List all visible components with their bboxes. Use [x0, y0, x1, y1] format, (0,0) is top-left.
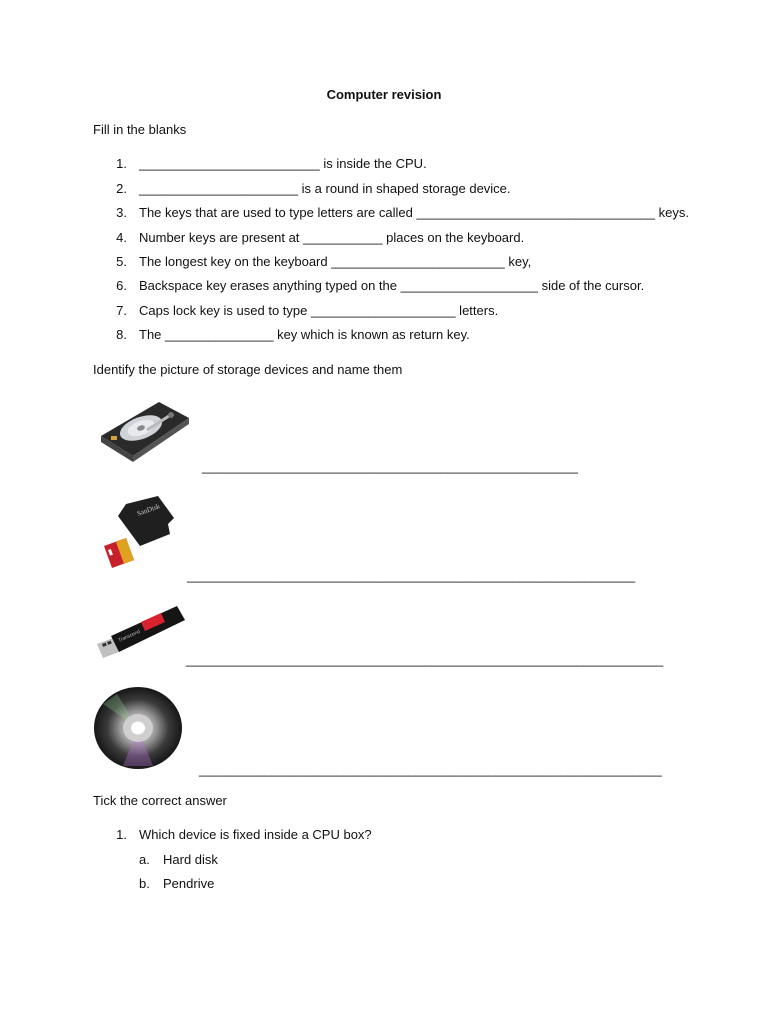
answer-line: ____________________________________________________ [202, 459, 578, 474]
item-text: The keys that are used to type letters are called _________________________________ keys. [139, 205, 690, 220]
item-text: ______________________ is a round in shaped storage device. [139, 181, 511, 196]
svg-text:Transcend: Transcend [117, 628, 142, 644]
question-text: Which device is fixed inside a CPU box? [139, 827, 372, 842]
answer-line: ______________________________________________________________ [187, 568, 636, 583]
item-number: 2. [116, 181, 127, 196]
hard-disk-icon [97, 396, 193, 469]
page-title: Computer revision [326, 87, 442, 102]
item-text: Backspace key erases anything typed on the ___________________ side of the cursor. [139, 278, 645, 293]
item-number: 5. [116, 254, 127, 269]
item-number: 1. [116, 156, 127, 171]
item-number: 3. [116, 205, 127, 220]
item-number: 6. [116, 278, 127, 293]
compact-disc-icon [93, 686, 183, 773]
answer-line: __________________________________________________________________ [186, 652, 664, 667]
item-text: The longest key on the keyboard ________________________ key, [139, 254, 532, 269]
question-number: 1. [116, 827, 127, 842]
option-text: Pendrive [163, 876, 215, 891]
item-number: 8. [116, 327, 127, 342]
item-number: 7. [116, 303, 127, 318]
item-text: _________________________ is inside the CPU. [139, 156, 427, 171]
item-text: Number keys are present at ___________ places on the keyboard. [139, 230, 525, 245]
fill-blanks-heading: Fill in the blanks [93, 122, 187, 137]
answer-line: ________________________________________________________________ [199, 762, 662, 777]
option-letter: b. [139, 876, 150, 891]
option-text: Hard disk [163, 852, 218, 867]
memory-card-icon [98, 494, 184, 577]
identify-heading: Identify the picture of storage devices and name them [93, 362, 403, 377]
svg-text:SanDisk: SanDisk [135, 502, 161, 518]
item-text: Caps lock key is used to type ____________________ letters. [139, 303, 499, 318]
option-letter: a. [139, 852, 150, 867]
pendrive-icon [95, 598, 187, 665]
item-number: 4. [116, 230, 127, 245]
item-text: The _______________ key which is known as return key. [139, 327, 470, 342]
tick-heading: Tick the correct answer [93, 793, 227, 808]
